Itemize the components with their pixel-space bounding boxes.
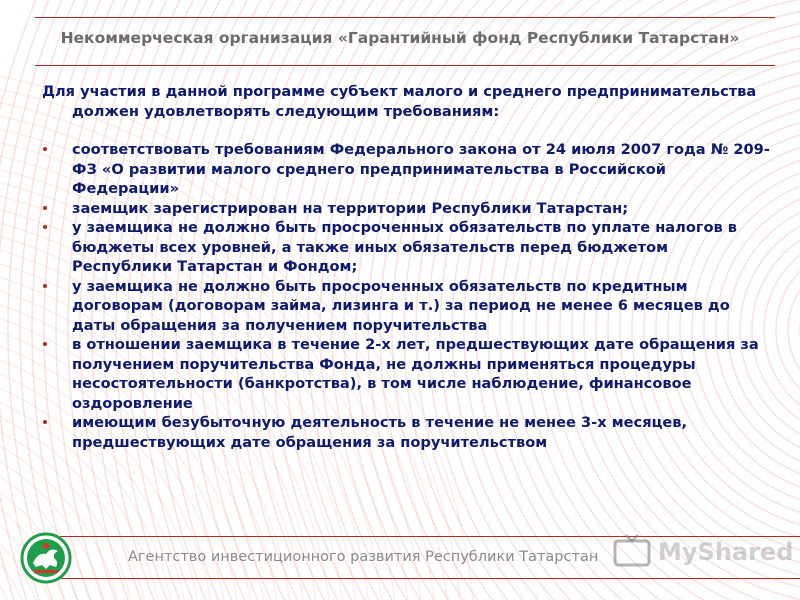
list-item (42, 335, 772, 413)
bullet-icon (43, 420, 47, 424)
watermark (610, 528, 800, 580)
slide-content (42, 82, 772, 452)
header-rule-bottom (35, 65, 775, 66)
header-rule-top (35, 17, 775, 18)
list-item (42, 140, 772, 199)
intro-paragraph: Для участия в данной программе субъект малого и среднего предпринимательства должен удовлетворять следующим требованиям: (42, 83, 757, 120)
list-item-text: у заемщика не должно быть просроченных обязательств по уплате налогов в бюджеты всех уровней, а также иных обязательств перед бюджетом Республики Татарстан и Фондом; (72, 219, 738, 275)
page-title: Некоммерческая организация «Гарантийный фонд Республики Татарстан» (60, 29, 740, 47)
list-item-text: у заемщика не должно быть просроченных обязательств по кредитным договорам (договорам займа, лизинга и т.) за период не менее 6 месяцев до даты обращения за получением поручительства (72, 277, 730, 334)
list-item-text: имеющим безубыточную деятельность в течение не менее 3-х месяцев, предшествующих дате обращения за поручительством (72, 414, 688, 451)
tv-icon (612, 532, 652, 572)
list-item-text: заемщик зарегистрирован на территории Республики Татарстан; (72, 199, 629, 217)
footer-agency-name: Агентство инвестиционного развития Республики Татарстан (128, 549, 599, 565)
list-item (42, 277, 772, 336)
list-item-text: соответствовать требованиям Федерального закона от 24 июля 2007 года № 209-ФЗ «О развитии малого среднего предпринимательства в Российской Федерации» (72, 141, 770, 197)
bullet-icon (43, 225, 47, 229)
bullet-icon (43, 206, 47, 210)
watermark-text: MyShared (658, 538, 794, 566)
list-item (42, 218, 772, 277)
tatarstan-emblem-icon (20, 532, 72, 584)
background-wave-line (788, 258, 800, 402)
bullet-icon (43, 284, 47, 288)
bullet-icon (43, 147, 47, 151)
bullet-icon (43, 342, 47, 346)
list-item (42, 199, 772, 219)
requirements-list (42, 140, 772, 452)
list-item-text: в отношении заемщика в течение 2-х лет, предшествующих дате обращения за получением поручительства Фонда, не должны применяться процедуры несостоятельности (банкротства), в том числе наблюдение, финансовое оздоровление (72, 336, 759, 412)
list-item (42, 413, 772, 452)
